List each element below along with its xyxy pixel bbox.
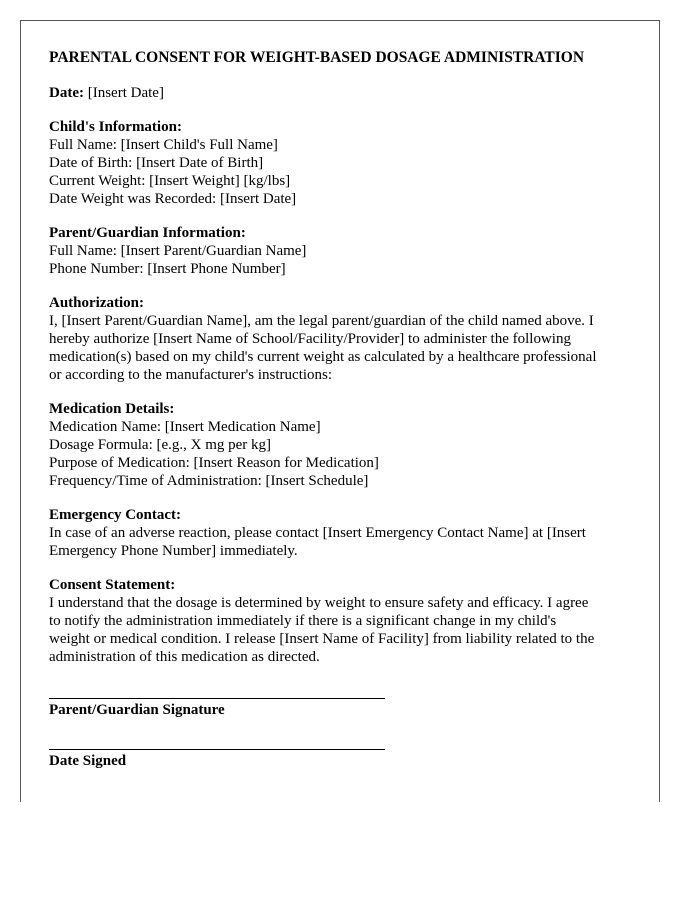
authorization-heading: Authorization: — [49, 295, 144, 311]
consent-section — [49, 576, 639, 666]
administration-frequency-line: Frequency/Time of Administration: [Insert Schedule] — [49, 473, 369, 489]
consent-text-line: administration of this medication as directed. — [49, 649, 320, 665]
authorization-section — [49, 294, 639, 384]
guardian-full-name-line: Full Name: [Insert Parent/Guardian Name] — [49, 243, 307, 259]
document-content — [49, 49, 639, 800]
document-title: PARENTAL CONSENT FOR WEIGHT-BASED DOSAGE ADMINISTRATION — [49, 49, 585, 66]
date-section — [49, 84, 639, 102]
child-full-name-line: Full Name: [Insert Child's Full Name] — [49, 137, 278, 153]
guardian-phone-line: Phone Number: [Insert Phone Number] — [49, 261, 286, 277]
authorization-text-line: I, [Insert Parent/Guardian Name], am the legal parent/guardian of the child named above. I — [49, 313, 594, 329]
guardian-info-heading: Parent/Guardian Information: — [49, 225, 246, 241]
child-weight-date-line: Date Weight was Recorded: [Insert Date] — [49, 191, 297, 207]
document-page — [20, 20, 660, 802]
date-line — [49, 84, 639, 102]
date-signed-line[interactable] — [49, 749, 385, 750]
consent-text-line: weight or medical condition. I release [Insert Name of Facility] from liability related to the — [49, 631, 595, 647]
child-weight-line: Current Weight: [Insert Weight] [kg/lbs] — [49, 173, 291, 189]
emergency-heading: Emergency Contact: — [49, 507, 182, 523]
authorization-text-line: or according to the manufacturer's instructions: — [49, 367, 333, 383]
consent-text-line: I understand that the dosage is determined by weight to ensure safety and efficacy. I agree — [49, 595, 589, 611]
medication-heading: Medication Details: — [49, 401, 175, 417]
dosage-formula-line: Dosage Formula: [e.g., X mg per kg] — [49, 437, 272, 453]
consent-text-line: to notify the administration immediately if there is a significant change in my child's — [49, 613, 557, 629]
guardian-signature-label: Parent/Guardian Signature — [49, 702, 225, 718]
emergency-section — [49, 506, 639, 560]
consent-heading: Consent Statement: — [49, 577, 176, 593]
guardian-signature-line[interactable] — [49, 698, 385, 699]
medication-name-line: Medication Name: [Insert Medication Name] — [49, 419, 321, 435]
authorization-text-line: medication(s) based on my child's current weight as calculated by a healthcare professional — [49, 349, 597, 365]
authorization-text-line: hereby authorize [Insert Name of School/Facility/Provider] to administer the following — [49, 331, 571, 347]
date-value: [Insert Date] — [83, 85, 164, 101]
medication-purpose-line: Purpose of Medication: [Insert Reason for Medication] — [49, 455, 379, 471]
emergency-text-line: In case of an adverse reaction, please contact [Insert Emergency Contact Name] at [Insert — [49, 525, 586, 541]
child-info-heading: Child's Information: — [49, 119, 182, 135]
child-dob-line: Date of Birth: [Insert Date of Birth] — [49, 155, 264, 171]
date-signed-label: Date Signed — [49, 753, 127, 769]
medication-section — [49, 400, 639, 490]
signature-block — [49, 698, 639, 770]
emergency-text-line: Emergency Phone Number] immediately. — [49, 543, 298, 559]
date-label: Date: — [49, 85, 84, 101]
guardian-info-section — [49, 224, 639, 278]
child-info-section — [49, 118, 639, 208]
